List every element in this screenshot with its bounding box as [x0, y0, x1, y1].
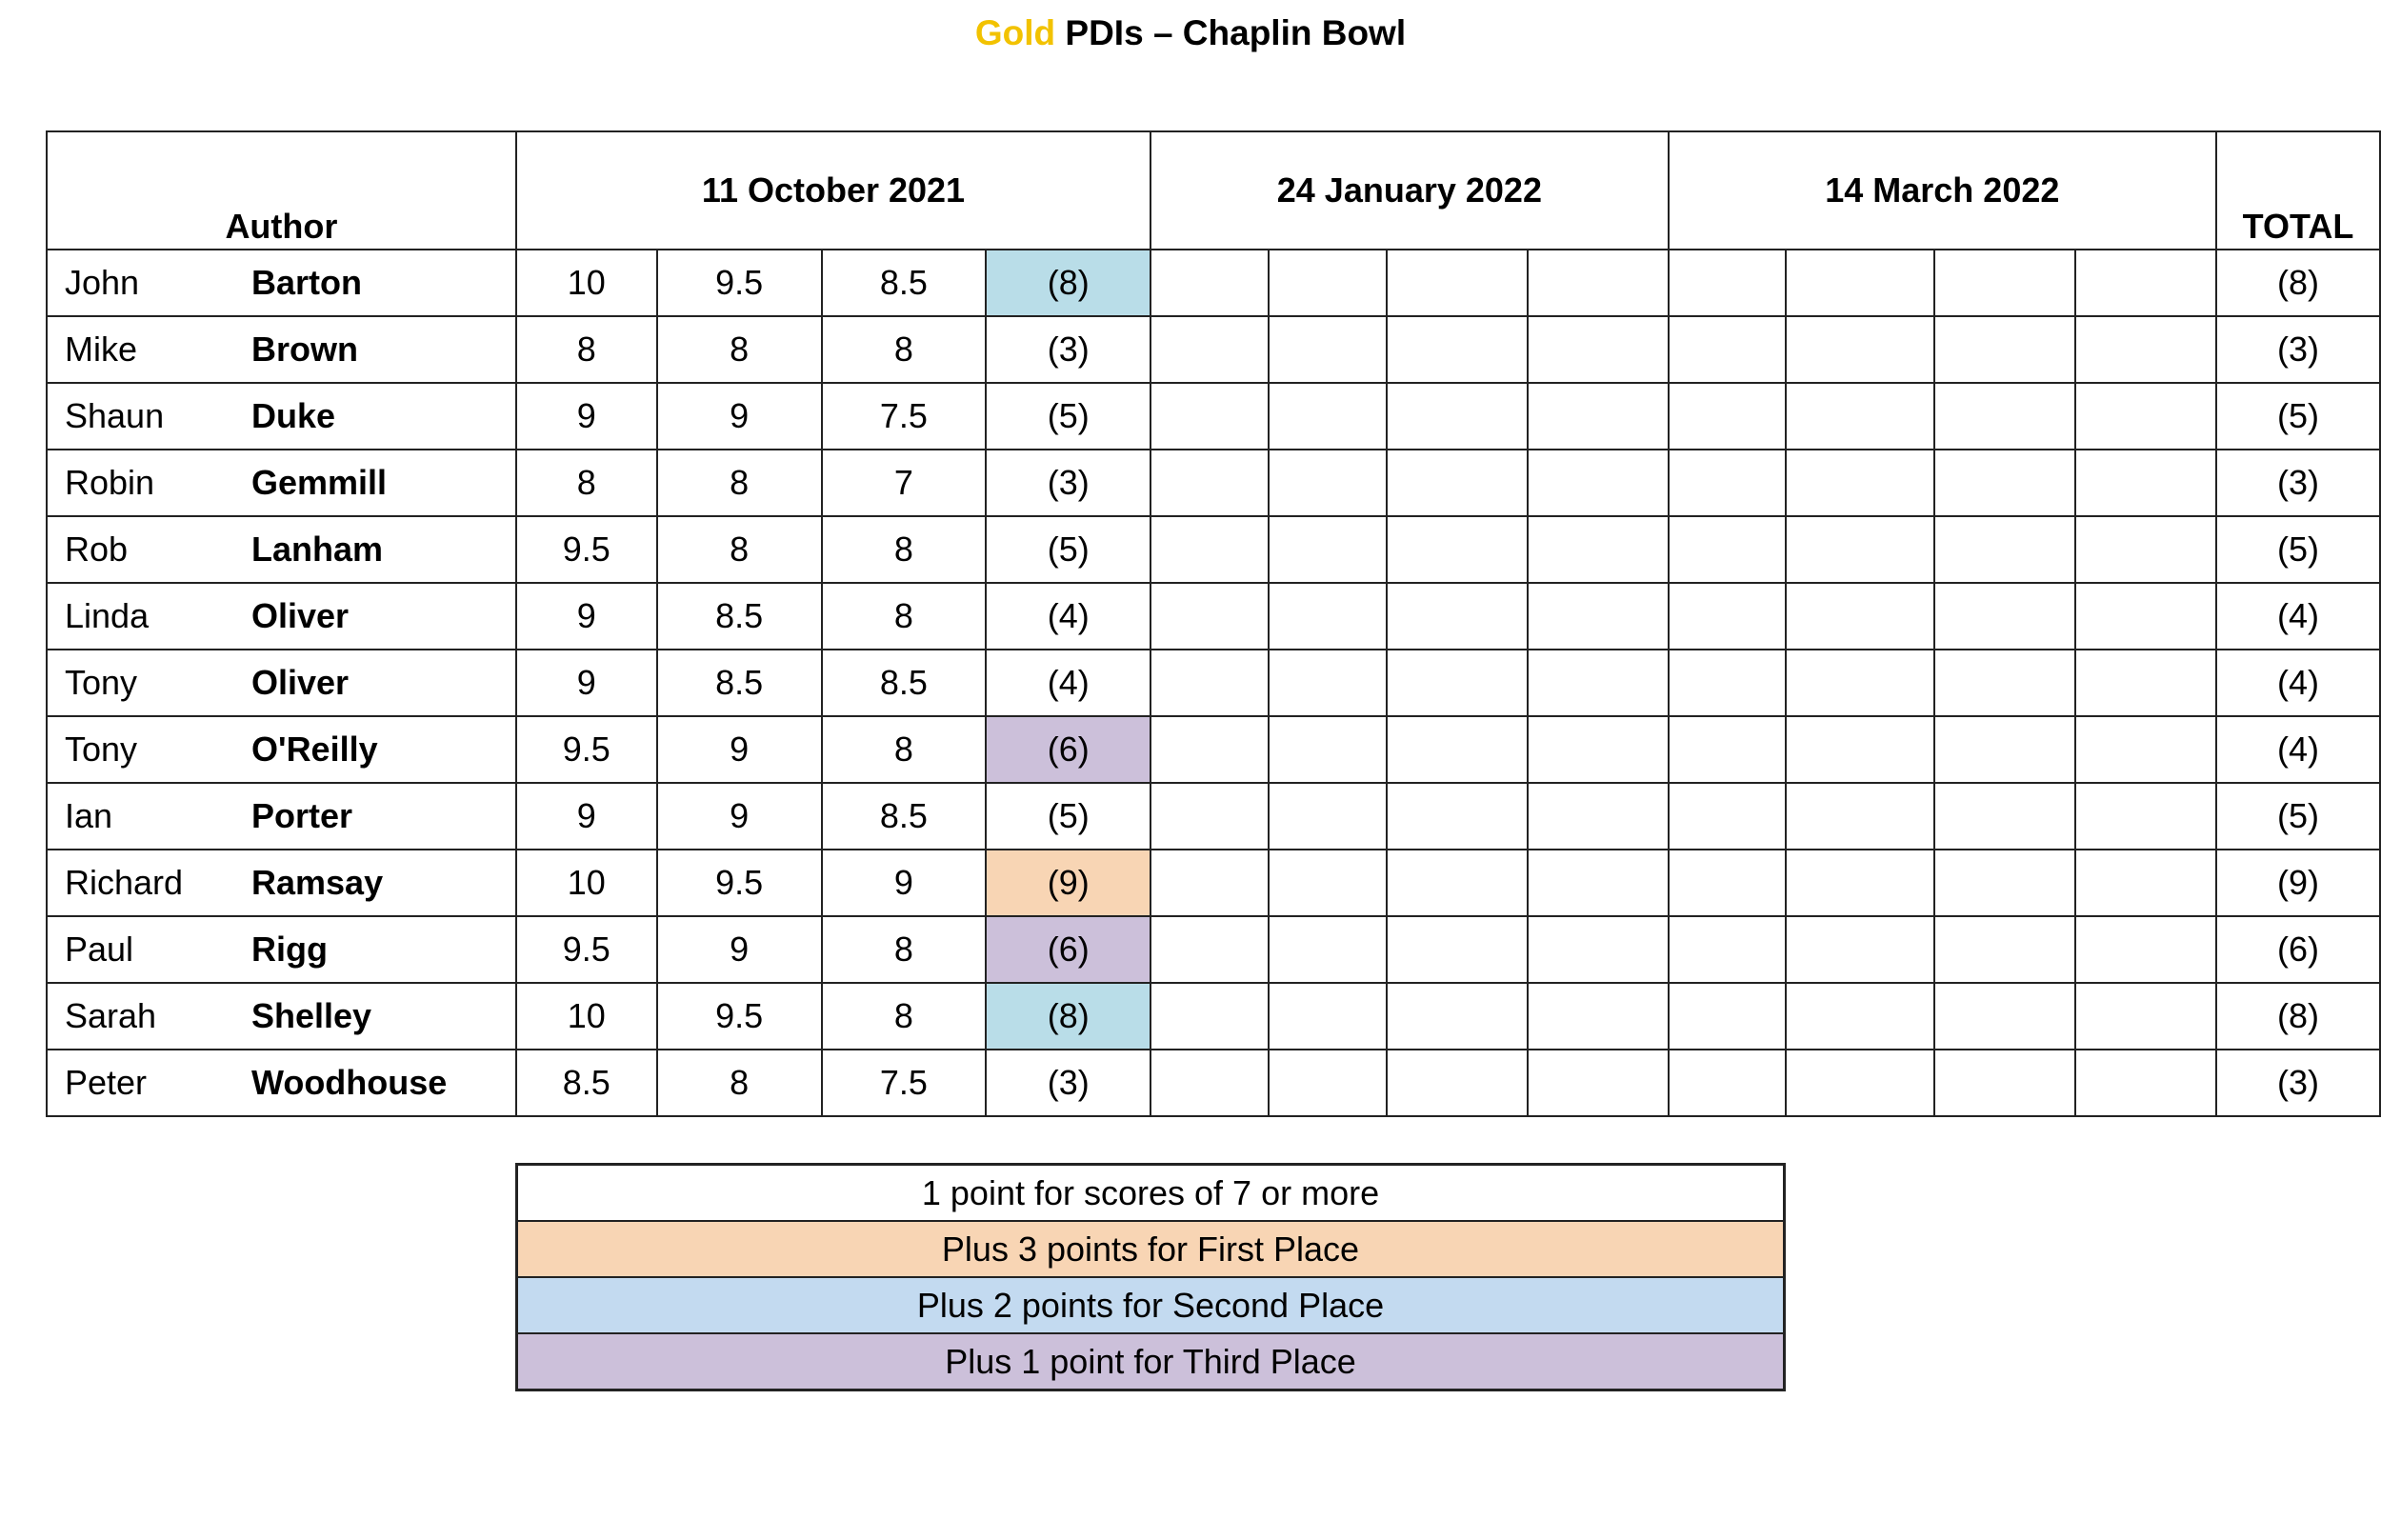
empty-score-cell: [2075, 850, 2216, 916]
author-last-name: Woodhouse: [251, 1063, 448, 1102]
total-cell: (4): [2216, 716, 2380, 783]
author-first-name: John: [65, 263, 140, 302]
table-row: [47, 916, 2380, 983]
author-last-name: Ramsay: [251, 863, 384, 902]
empty-score-cell: [1269, 583, 1387, 650]
points-cell: (4): [986, 583, 1150, 650]
header-row: [47, 131, 2380, 250]
empty-score-cell: [1934, 583, 2075, 650]
total-cell: (3): [2216, 450, 2380, 516]
empty-score-cell: [2075, 783, 2216, 850]
empty-score-cell: [1669, 916, 1787, 983]
empty-score-cell: [1150, 1050, 1269, 1116]
total-cell: (5): [2216, 783, 2380, 850]
score-cell: 9: [657, 383, 822, 450]
empty-score-cell: [1669, 1050, 1787, 1116]
score-cell: 8: [822, 716, 987, 783]
author-name-cell: [47, 383, 516, 450]
author-last-name: Oliver: [251, 663, 350, 702]
empty-score-cell: [1786, 850, 1934, 916]
empty-score-cell: [1269, 916, 1387, 983]
empty-score-cell: [1269, 383, 1387, 450]
empty-score-cell: [1150, 783, 1269, 850]
author-first-name: Linda: [65, 596, 150, 635]
author-last-name: Barton: [251, 263, 362, 302]
empty-score-cell: [1387, 916, 1528, 983]
date-header-2: 24 January 2022: [1150, 131, 1669, 250]
empty-score-cell: [1387, 850, 1528, 916]
total-cell: (5): [2216, 516, 2380, 583]
points-cell: (3): [986, 316, 1150, 383]
table-row: [47, 516, 2380, 583]
score-cell: 9.5: [657, 983, 822, 1050]
page-title: [0, 13, 2381, 53]
empty-score-cell: [1786, 983, 1934, 1050]
score-cell: 7.5: [822, 1050, 987, 1116]
score-cell: 8.5: [822, 250, 987, 316]
empty-score-cell: [1528, 983, 1669, 1050]
total-header: TOTAL: [2216, 131, 2380, 250]
author-last-name: Oliver: [251, 596, 350, 635]
score-cell: 8.5: [822, 783, 987, 850]
empty-score-cell: [1786, 916, 1934, 983]
total-cell: (8): [2216, 983, 2380, 1050]
empty-score-cell: [1150, 916, 1269, 983]
score-cell: 8: [657, 516, 822, 583]
score-cell: 9: [657, 916, 822, 983]
empty-score-cell: [1669, 783, 1787, 850]
empty-score-cell: [1387, 1050, 1528, 1116]
score-cell: 8: [822, 983, 987, 1050]
empty-score-cell: [1269, 450, 1387, 516]
empty-score-cell: [1528, 516, 1669, 583]
score-cell: 10: [516, 983, 657, 1050]
legend-base-points: 1 point for scores of 7 or more: [517, 1165, 1785, 1222]
score-cell: 9.5: [516, 516, 657, 583]
score-cell: 9.5: [516, 716, 657, 783]
empty-score-cell: [1150, 983, 1269, 1050]
author-first-name: Mike: [65, 330, 138, 369]
empty-score-cell: [1934, 716, 2075, 783]
empty-score-cell: [1786, 716, 1934, 783]
author-first-name: Paul: [65, 930, 134, 969]
table-row: [47, 983, 2380, 1050]
date-header-1: 11 October 2021: [516, 131, 1150, 250]
author-first-name: Peter: [65, 1063, 148, 1102]
points-cell: (3): [986, 450, 1150, 516]
empty-score-cell: [1786, 316, 1934, 383]
table-row: [47, 650, 2380, 716]
author-first-name: Richard: [65, 863, 184, 902]
empty-score-cell: [1269, 983, 1387, 1050]
score-cell: 8.5: [516, 1050, 657, 1116]
author-last-name: Gemmill: [251, 463, 388, 502]
empty-score-cell: [1269, 316, 1387, 383]
empty-score-cell: [1669, 516, 1787, 583]
empty-score-cell: [1786, 383, 1934, 450]
points-cell: (8): [986, 250, 1150, 316]
empty-score-cell: [2075, 1050, 2216, 1116]
table-row: [47, 850, 2380, 916]
points-cell: (5): [986, 783, 1150, 850]
empty-score-cell: [1934, 983, 2075, 1050]
empty-score-cell: [2075, 316, 2216, 383]
empty-score-cell: [1528, 716, 1669, 783]
table-row: [47, 383, 2380, 450]
author-first-name: Tony: [65, 663, 138, 702]
total-cell: (9): [2216, 850, 2380, 916]
empty-score-cell: [1669, 716, 1787, 783]
table-row: [47, 783, 2380, 850]
empty-score-cell: [1669, 250, 1787, 316]
score-cell: 8: [516, 316, 657, 383]
author-name-cell: [47, 450, 516, 516]
empty-score-cell: [1387, 450, 1528, 516]
empty-score-cell: [1150, 850, 1269, 916]
empty-score-cell: [1528, 650, 1669, 716]
empty-score-cell: [1786, 1050, 1934, 1116]
score-cell: 8: [657, 1050, 822, 1116]
empty-score-cell: [1150, 516, 1269, 583]
empty-score-cell: [1669, 316, 1787, 383]
empty-score-cell: [1150, 650, 1269, 716]
title-text: PDIs – Chaplin Bowl: [1065, 13, 1407, 52]
score-cell: 8: [822, 316, 987, 383]
empty-score-cell: [1150, 250, 1269, 316]
total-cell: (3): [2216, 1050, 2380, 1116]
author-first-name: Tony: [65, 730, 138, 769]
score-cell: 8: [822, 583, 987, 650]
score-cell: 8: [822, 916, 987, 983]
author-name-cell: [47, 250, 516, 316]
empty-score-cell: [1528, 583, 1669, 650]
empty-score-cell: [2075, 583, 2216, 650]
author-last-name: Shelley: [251, 996, 372, 1035]
empty-score-cell: [1669, 850, 1787, 916]
score-cell: 8: [657, 316, 822, 383]
empty-score-cell: [1934, 516, 2075, 583]
empty-score-cell: [1387, 650, 1528, 716]
author-name-cell: [47, 716, 516, 783]
score-cell: 9: [516, 650, 657, 716]
score-cell: 8.5: [657, 583, 822, 650]
author-first-name: Sarah: [65, 996, 157, 1035]
empty-score-cell: [1934, 850, 2075, 916]
table-row: [47, 716, 2380, 783]
empty-score-cell: [1934, 650, 2075, 716]
empty-score-cell: [1387, 250, 1528, 316]
empty-score-cell: [1528, 383, 1669, 450]
empty-score-cell: [2075, 916, 2216, 983]
author-header: Author: [47, 131, 516, 250]
scores-table: [46, 130, 2381, 1117]
empty-score-cell: [1387, 316, 1528, 383]
score-cell: 9: [516, 783, 657, 850]
empty-score-cell: [1669, 383, 1787, 450]
total-cell: (4): [2216, 583, 2380, 650]
author-name-cell: [47, 516, 516, 583]
empty-score-cell: [1387, 516, 1528, 583]
score-cell: 8: [516, 450, 657, 516]
empty-score-cell: [1269, 783, 1387, 850]
empty-score-cell: [1934, 250, 2075, 316]
empty-score-cell: [1786, 450, 1934, 516]
author-last-name: Porter: [251, 796, 353, 835]
legend-first-place: Plus 3 points for First Place: [517, 1221, 1785, 1277]
empty-score-cell: [1528, 316, 1669, 383]
empty-score-cell: [1669, 583, 1787, 650]
empty-score-cell: [1150, 716, 1269, 783]
empty-score-cell: [1269, 850, 1387, 916]
empty-score-cell: [2075, 716, 2216, 783]
legend-third-place: Plus 1 point for Third Place: [517, 1333, 1785, 1390]
empty-score-cell: [1786, 650, 1934, 716]
score-cell: 9.5: [657, 850, 822, 916]
author-name-cell: [47, 1050, 516, 1116]
points-cell: (4): [986, 650, 1150, 716]
table-row: [47, 250, 2380, 316]
empty-score-cell: [1528, 916, 1669, 983]
empty-score-cell: [1934, 450, 2075, 516]
empty-score-cell: [1934, 316, 2075, 383]
score-cell: 8: [657, 450, 822, 516]
score-cell: 10: [516, 250, 657, 316]
legend-second-place: Plus 2 points for Second Place: [517, 1277, 1785, 1333]
empty-score-cell: [1387, 383, 1528, 450]
author-first-name: Ian: [65, 796, 113, 835]
author-last-name: Brown: [251, 330, 358, 369]
author-name-cell: [47, 316, 516, 383]
score-cell: 9: [657, 783, 822, 850]
author-last-name: O'Reilly: [251, 730, 378, 769]
total-cell: (3): [2216, 316, 2380, 383]
empty-score-cell: [1269, 716, 1387, 783]
author-last-name: Lanham: [251, 530, 384, 569]
score-cell: 8.5: [657, 650, 822, 716]
points-cell: (5): [986, 516, 1150, 583]
total-cell: (5): [2216, 383, 2380, 450]
empty-score-cell: [1786, 516, 1934, 583]
total-cell: (4): [2216, 650, 2380, 716]
empty-score-cell: [2075, 450, 2216, 516]
empty-score-cell: [1150, 383, 1269, 450]
total-cell: (6): [2216, 916, 2380, 983]
empty-score-cell: [1269, 250, 1387, 316]
empty-score-cell: [1528, 1050, 1669, 1116]
author-name-cell: [47, 650, 516, 716]
table-row: [47, 316, 2380, 383]
author-first-name: Rob: [65, 530, 129, 569]
empty-score-cell: [1387, 783, 1528, 850]
author-name-cell: [47, 583, 516, 650]
score-cell: 8: [822, 516, 987, 583]
empty-score-cell: [1934, 383, 2075, 450]
empty-score-cell: [1269, 1050, 1387, 1116]
score-cell: 9.5: [516, 916, 657, 983]
points-cell: (8): [986, 983, 1150, 1050]
empty-score-cell: [1269, 650, 1387, 716]
empty-score-cell: [1387, 716, 1528, 783]
empty-score-cell: [1934, 783, 2075, 850]
points-cell: (5): [986, 383, 1150, 450]
empty-score-cell: [1528, 450, 1669, 516]
score-cell: 9.5: [657, 250, 822, 316]
empty-score-cell: [1786, 583, 1934, 650]
score-cell: 10: [516, 850, 657, 916]
author-last-name: Rigg: [251, 930, 328, 969]
author-name-cell: [47, 916, 516, 983]
empty-score-cell: [1528, 250, 1669, 316]
empty-score-cell: [1150, 583, 1269, 650]
empty-score-cell: [1387, 583, 1528, 650]
author-first-name: Shaun: [65, 396, 165, 435]
score-cell: 9: [516, 583, 657, 650]
empty-score-cell: [2075, 983, 2216, 1050]
empty-score-cell: [2075, 250, 2216, 316]
table-row: [47, 1050, 2380, 1116]
score-cell: 9: [822, 850, 987, 916]
score-cell: 9: [516, 383, 657, 450]
points-cell: (6): [986, 916, 1150, 983]
author-last-name: Duke: [251, 396, 336, 435]
empty-score-cell: [1269, 516, 1387, 583]
table-row: [47, 583, 2380, 650]
score-cell: 9: [657, 716, 822, 783]
empty-score-cell: [1669, 650, 1787, 716]
author-name-cell: [47, 783, 516, 850]
empty-score-cell: [1669, 983, 1787, 1050]
total-cell: (8): [2216, 250, 2380, 316]
table-row: [47, 450, 2380, 516]
points-cell: (3): [986, 1050, 1150, 1116]
empty-score-cell: [1934, 1050, 2075, 1116]
empty-score-cell: [1528, 783, 1669, 850]
score-cell: 8.5: [822, 650, 987, 716]
points-cell: (9): [986, 850, 1150, 916]
score-cell: 7: [822, 450, 987, 516]
empty-score-cell: [1786, 783, 1934, 850]
points-legend: [515, 1163, 1786, 1391]
author-name-cell: [47, 850, 516, 916]
empty-score-cell: [1528, 850, 1669, 916]
empty-score-cell: [1150, 450, 1269, 516]
empty-score-cell: [2075, 650, 2216, 716]
empty-score-cell: [1934, 916, 2075, 983]
date-header-3: 14 March 2022: [1669, 131, 2216, 250]
empty-score-cell: [2075, 516, 2216, 583]
empty-score-cell: [1669, 450, 1787, 516]
title-gold-word: Gold: [974, 13, 1056, 52]
author-first-name: Robin: [65, 463, 155, 502]
empty-score-cell: [1387, 983, 1528, 1050]
author-name-cell: [47, 983, 516, 1050]
empty-score-cell: [2075, 383, 2216, 450]
empty-score-cell: [1786, 250, 1934, 316]
score-cell: 7.5: [822, 383, 987, 450]
empty-score-cell: [1150, 316, 1269, 383]
points-cell: (6): [986, 716, 1150, 783]
